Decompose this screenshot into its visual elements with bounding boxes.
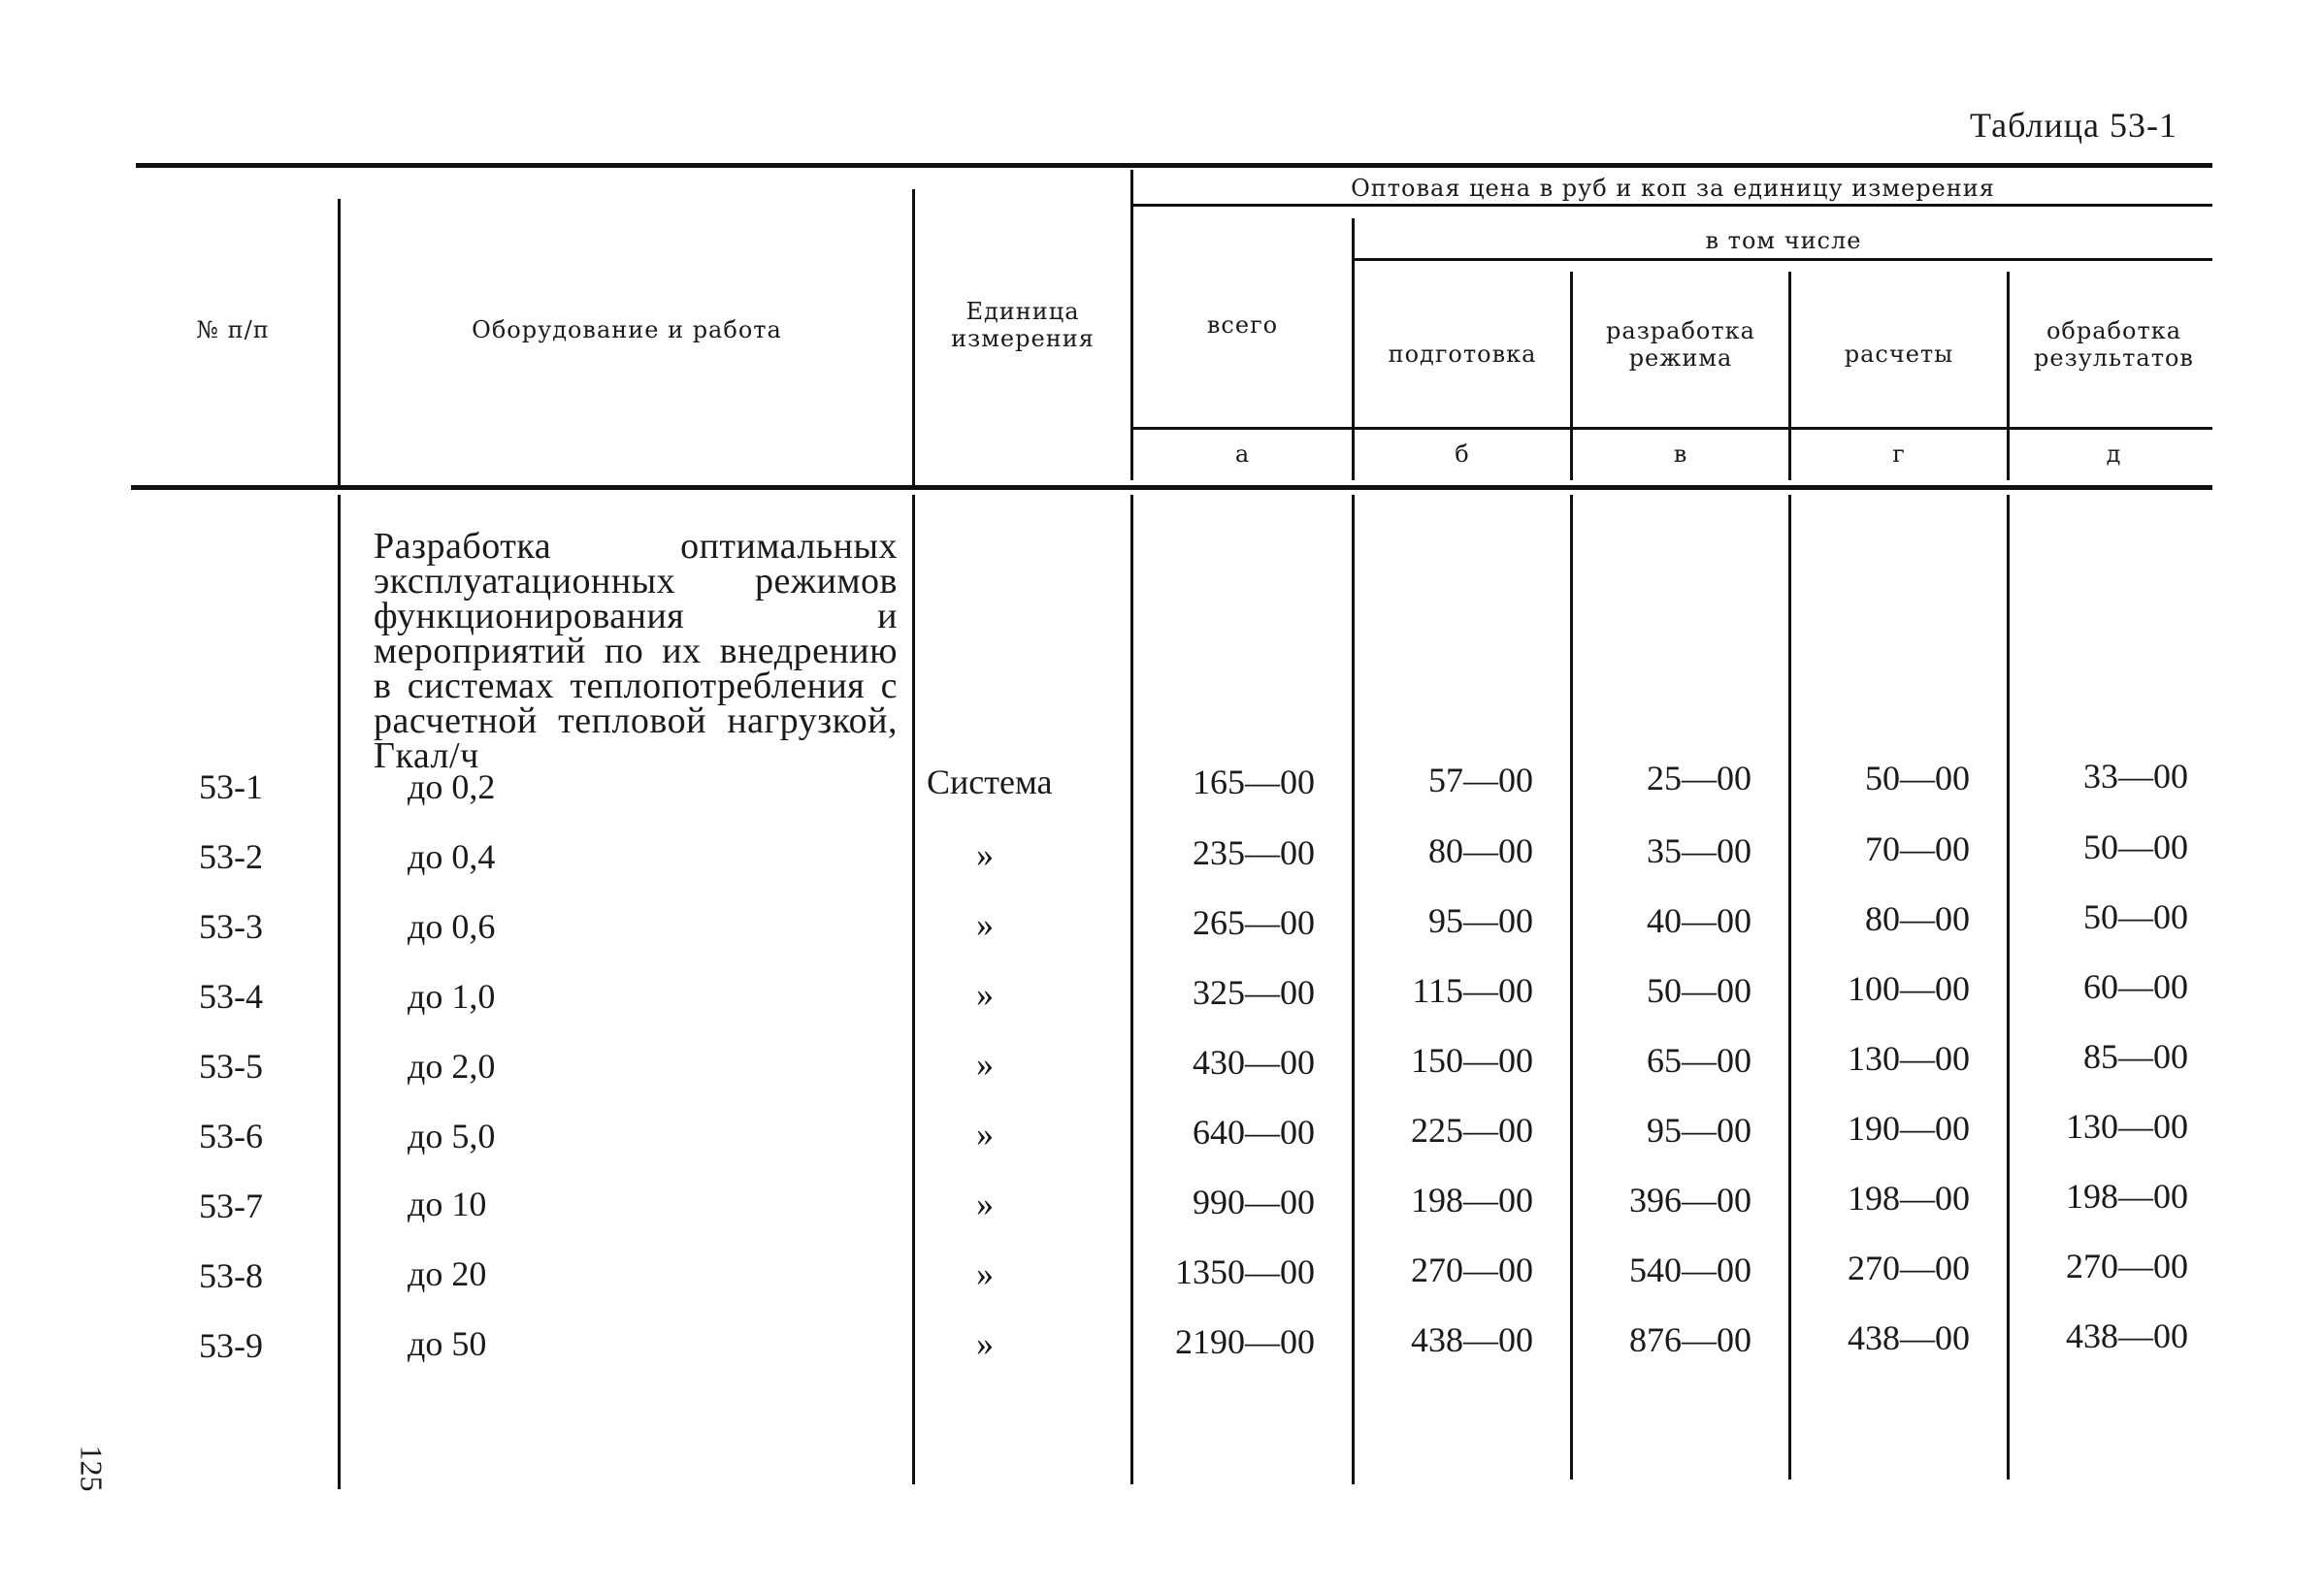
row-unit: Система	[927, 763, 1053, 801]
row-prep: 438—00	[1411, 1320, 1533, 1359]
header-num: № п/п	[196, 316, 270, 343]
row-name: до 5,0	[408, 1117, 496, 1155]
header-including: в том числе	[1705, 227, 1862, 254]
top-rule	[136, 163, 2212, 168]
section-description: Разработка оптимальных эксплуатационных режимов функционирования и мероприятий по их внедрению в системах теплопотребления с расчетной тепловой нагрузкой, Гкал/ч	[374, 526, 898, 776]
row-total: 1350—00	[1175, 1252, 1315, 1291]
table-title: Таблица 53-1	[1970, 106, 2177, 145]
body-divider-6	[1788, 495, 1791, 1479]
header-letter-a: а	[1234, 440, 1251, 468]
row-unit: »	[976, 975, 994, 1014]
row-mode: 876—00	[1629, 1320, 1751, 1359]
row-prep: 95—00	[1428, 901, 1533, 940]
header-bottom-rule	[131, 485, 2212, 490]
row-mode: 50—00	[1647, 971, 1751, 1010]
header-letter-b: б	[1455, 440, 1470, 468]
row-num: 53-1	[199, 767, 263, 806]
row-name: до 2,0	[408, 1047, 496, 1086]
header-letter-g: г	[1892, 440, 1906, 468]
row-mode: 396—00	[1629, 1181, 1751, 1219]
header-col-proc: обработка результатов	[2034, 317, 2194, 372]
row-prep: 225—00	[1411, 1111, 1533, 1150]
row-calc: 438—00	[1848, 1318, 1970, 1357]
row-proc: 270—00	[2066, 1247, 2188, 1285]
row-calc: 80—00	[1865, 899, 1970, 938]
row-mode: 95—00	[1647, 1111, 1751, 1150]
row-mode: 65—00	[1647, 1041, 1751, 1080]
row-total: 325—00	[1193, 973, 1315, 1012]
row-unit: »	[976, 1324, 994, 1363]
row-num: 53-8	[199, 1256, 263, 1295]
header-equipment: Оборудование и работа	[472, 316, 782, 343]
row-name: до 20	[408, 1254, 487, 1293]
row-calc: 50—00	[1865, 759, 1970, 797]
row-name: до 0,6	[408, 907, 496, 946]
row-prep: 80—00	[1428, 831, 1533, 870]
row-calc: 70—00	[1865, 829, 1970, 868]
body-divider-1	[338, 495, 341, 1489]
row-total: 235—00	[1193, 833, 1315, 872]
row-total: 165—00	[1193, 763, 1315, 801]
header-col-calc: расчеты	[1844, 341, 1954, 368]
row-mode: 40—00	[1647, 901, 1751, 940]
row-num: 53-6	[199, 1117, 263, 1155]
row-num: 53-9	[199, 1326, 263, 1365]
row-calc: 190—00	[1848, 1109, 1970, 1148]
page-number: 125	[74, 1445, 110, 1492]
header-col-prep: подготовка	[1388, 341, 1537, 368]
row-name: до 10	[408, 1185, 487, 1223]
header-unit: Единица измерения	[951, 298, 1095, 352]
row-proc: 130—00	[2066, 1107, 2188, 1146]
row-mode: 35—00	[1647, 831, 1751, 870]
header-letter-d: д	[2106, 440, 2122, 468]
body-divider-2	[912, 495, 915, 1484]
row-unit: »	[976, 1254, 994, 1293]
row-mode: 25—00	[1647, 759, 1751, 797]
row-num: 53-3	[199, 907, 263, 946]
row-total: 2190—00	[1175, 1322, 1315, 1361]
header-col-total: всего	[1206, 311, 1279, 339]
row-num: 53-5	[199, 1047, 263, 1086]
including-rule	[1355, 258, 2212, 261]
row-num: 53-4	[199, 977, 263, 1016]
row-num: 53-7	[199, 1187, 263, 1225]
row-mode: 540—00	[1629, 1251, 1751, 1289]
row-proc: 50—00	[2083, 897, 2188, 936]
row-calc: 100—00	[1848, 969, 1970, 1008]
row-prep: 57—00	[1428, 761, 1533, 799]
row-proc: 60—00	[2083, 967, 2188, 1006]
row-prep: 198—00	[1411, 1181, 1533, 1219]
row-proc: 85—00	[2083, 1037, 2188, 1076]
body-divider-5	[1570, 495, 1573, 1479]
row-proc: 50—00	[2083, 828, 2188, 866]
row-total: 265—00	[1193, 903, 1315, 942]
row-unit: »	[976, 1115, 994, 1154]
row-proc: 198—00	[2066, 1177, 2188, 1216]
body-divider-7	[2007, 495, 2010, 1479]
header-price: Оптовая цена в руб и коп за единицу измерения	[1351, 175, 1995, 202]
row-prep: 270—00	[1411, 1251, 1533, 1289]
row-proc: 438—00	[2066, 1317, 2188, 1355]
row-unit: »	[976, 905, 994, 944]
row-name: до 1,0	[408, 977, 496, 1016]
row-calc: 130—00	[1848, 1039, 1970, 1078]
header-col-mode: разработка режима	[1606, 317, 1755, 372]
row-calc: 270—00	[1848, 1249, 1970, 1287]
row-name: до 50	[408, 1324, 487, 1363]
letter-rule	[1133, 427, 2212, 430]
row-prep: 150—00	[1411, 1041, 1533, 1080]
row-proc: 33—00	[2083, 757, 2188, 796]
row-unit: »	[976, 1045, 994, 1084]
row-total: 990—00	[1193, 1183, 1315, 1221]
body-divider-3	[1130, 495, 1133, 1484]
row-num: 53-2	[199, 837, 263, 876]
row-total: 640—00	[1193, 1113, 1315, 1152]
row-total: 430—00	[1193, 1043, 1315, 1082]
row-unit: »	[976, 835, 994, 874]
row-name: до 0,4	[408, 837, 496, 876]
price-header-rule	[1133, 204, 2212, 207]
row-calc: 198—00	[1848, 1179, 1970, 1218]
row-unit: »	[976, 1185, 994, 1223]
row-name: до 0,2	[408, 767, 496, 806]
header-letter-v: в	[1673, 440, 1688, 468]
row-prep: 115—00	[1412, 971, 1533, 1010]
body-divider-4	[1352, 495, 1355, 1484]
col-divider-1	[338, 199, 341, 485]
